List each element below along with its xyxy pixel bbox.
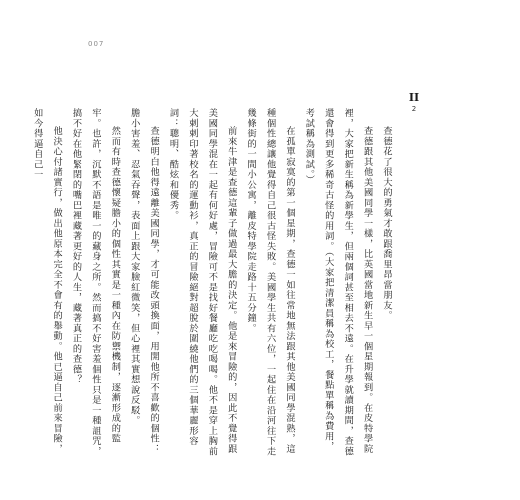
paragraph: 在孤單寂寞的第一個星期，查德一如往常地無法跟其他美國同學混熟，這種個性總讓他覺得自己很古怪失敗。美國學生共有六位，一起住在沿河往下走幾條街的一間小公寓，離皮特學院走路十五分鐘。 (245, 108, 295, 457)
paragraph: 前來牛津是查德這輩子做過最大膽的決定。他是來冒險的，因此不覺得跟美國同學混在一起有何好處，冒險可不是找好餐廳吃吃喝喝。他不是穿上胸前大剌剌印著校名的運動衫，真正的冒險絕對超脫於圍繞他們的三個華麗形容詞：聰明、酷炫和優秀。 (167, 108, 237, 457)
paragraph: 查德跟其他美國同學一樣，比英國當地新生早一個星期報到。在皮特學院裡，大家把新生稱為新學生，但兩個詞甚至相去不遠。在升學就讀期間，查德還會得到更多稀奇古怪的用詞。（大家把清潔員稱為校工，餐點單稱為費用，考試稱為測試。） (303, 108, 373, 457)
paragraph: 然而有時查德懷疑膽小的個性其實是一種內在防禦機制，逐漸形成的監牢。也許，沉默不語是唯一的藏身之所。然而搞不好害羞個性只是一種詛咒，搞不好在他緊閉的嘴巴裡藏著更好的人生，藏著真正的查德？ (70, 108, 121, 457)
paragraph: 查德花了很大的勇氣才敢跟喬里昂當朋友。 (381, 126, 392, 322)
paragraph: 查德明白他得遠離美國同學，才可能改頭換面，用開他所不喜歡的個性：膽小害羞、忍氣吞聲，表面上跟大家臉紅微笑，但心裡其實想說反駁。 (128, 108, 160, 455)
page-number: 007 (88, 40, 105, 48)
chapter-roman-numeral: II (408, 91, 420, 104)
body-text (31, 108, 396, 458)
chapter-heading (407, 92, 421, 113)
chapter-section-number: 2 (411, 105, 417, 113)
paragraph: 他決心付諸實行，做出他原本完全不會有的舉動。他已逼自己前來冒險，如今得逼自己一 (31, 108, 63, 455)
